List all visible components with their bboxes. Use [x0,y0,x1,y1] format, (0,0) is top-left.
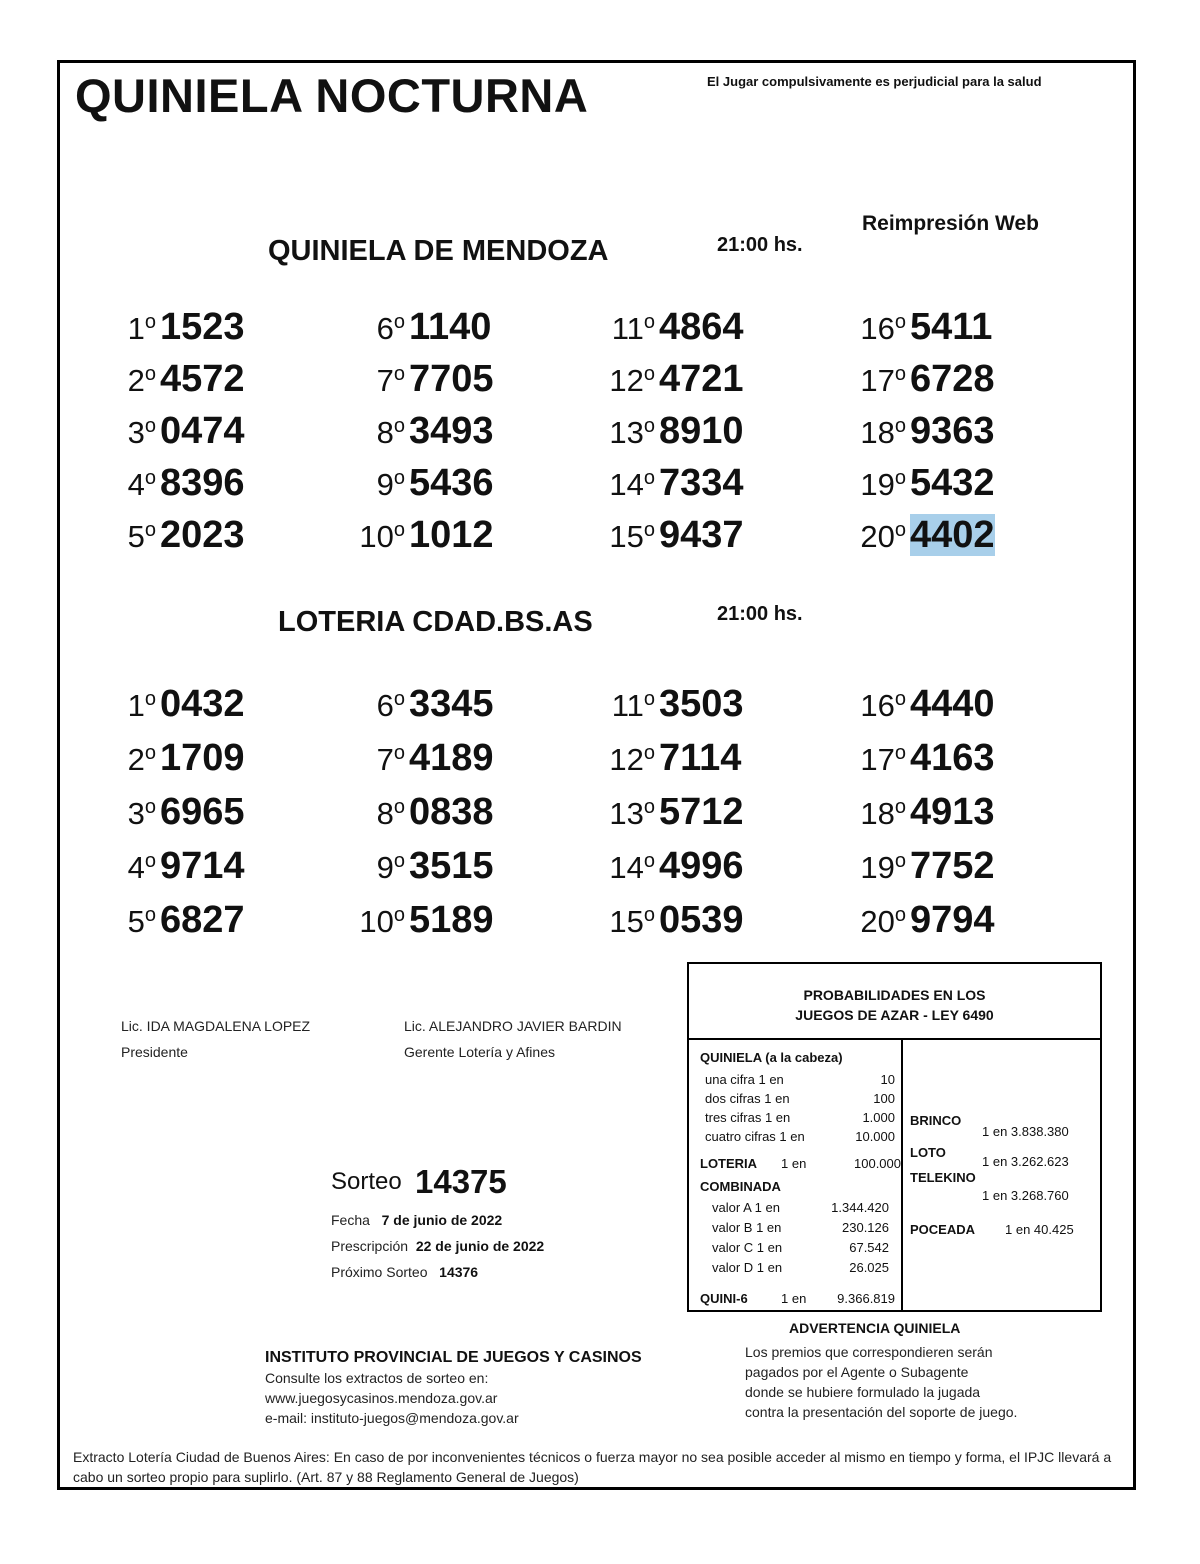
result-position: 12$^o$ [609,363,655,398]
advertencia-line4: contra la presentación del soporte de juego. [745,1404,1018,1420]
bsas-time: 21:00 hs. [717,603,803,625]
combinada-prob-row-label: valor A 1 en [712,1200,780,1215]
result-position: 2$^o$ [127,363,156,398]
result-number: 4402 [910,514,995,556]
advertencia-title: ADVERTENCIA QUINIELA [789,1320,961,1336]
result-position: 14$^o$ [609,467,655,502]
quiniela-prob-row-value: 10 [880,1072,895,1087]
result-position: 4$^o$ [127,467,156,502]
draw-date-value: 7 de junio de 2022 [381,1212,503,1228]
result-number: 0432 [160,683,245,725]
result-number: 2023 [160,514,245,556]
result-position: 19$^o$ [860,467,906,502]
probabilities-title-line1: PROBABILIDADES EN LOS [803,987,986,1003]
result-number: 8396 [160,462,245,504]
result-number: 7114 [659,737,742,779]
mendoza-result-15 [587,514,744,557]
combinada-prob-row-value: 67.542 [849,1240,889,1255]
advertencia-line1: Los premios que correspondieren serán [745,1344,993,1360]
result-number: 4189 [409,737,494,779]
result-position: 4$^o$ [127,850,156,885]
brinco-value: 1 en 3.838.380 [982,1124,1069,1139]
result-number: 4913 [910,791,995,833]
quini6-prob-value: 9.366.819 [837,1291,895,1306]
result-number: 9437 [659,514,744,556]
draw-next-value: 14376 [439,1264,479,1280]
result-position: 11$^o$ [611,311,655,346]
result-position: 2$^o$ [127,742,156,777]
bsas-title: LOTERIA CDAD.BS.AS [278,606,593,638]
bsas-result-16 [838,683,995,726]
combinada-prob-row-label: valor C 1 en [712,1240,783,1255]
result-position: 9$^o$ [376,467,405,502]
bsas-result-15 [587,899,744,942]
result-position: 19$^o$ [860,850,906,885]
result-number: 4996 [659,845,744,887]
result-position: 1$^o$ [127,688,156,723]
bsas-result-18 [838,791,995,834]
draw-prescription-value: 22 de junio de 2022 [415,1238,545,1254]
result-position: 6$^o$ [376,688,405,723]
health-warning: El Jugar compulsivamente es perjudicial para la salud [707,74,1042,89]
result-number: 7705 [409,358,494,400]
mendoza-result-8 [337,410,494,453]
result-position: 11$^o$ [611,688,655,723]
institute-email: e-mail: instituto-juegos@mendoza.gov.ar [265,1410,519,1426]
draw-prescription [331,1238,544,1254]
mendoza-result-1 [88,306,245,349]
signature-right [404,1013,622,1065]
result-position: 13$^o$ [609,796,655,831]
brinco-label: BRINCO [910,1113,962,1128]
combinada-prob-row-label: valor D 1 en [712,1260,783,1275]
mendoza-result-18 [838,410,995,453]
probabilities-title [689,964,1100,1040]
result-number: 5189 [409,899,494,941]
quiniela-prob-row-value: 100 [873,1091,895,1106]
quini6-prob-text: 1 en [781,1291,807,1306]
bsas-result-4 [88,845,245,888]
bsas-result-17 [838,737,995,780]
bsas-result-13 [587,791,744,834]
result-number: 9714 [160,845,245,887]
result-number: 0474 [160,410,245,452]
loteria-prob-label: LOTERIA [700,1156,758,1171]
mendoza-result-12 [587,358,744,401]
telekino-label: TELEKINO [910,1170,976,1185]
signature-left-role: Presidente [121,1044,188,1060]
loteria-prob-value: 100.000 [854,1156,901,1171]
mendoza-result-20 [838,514,995,557]
result-position: 15$^o$ [609,519,655,554]
bsas-result-10 [337,899,494,942]
combinada-prob-row-value: 26.025 [849,1260,889,1275]
bsas-result-6 [337,683,494,726]
mendoza-result-17 [838,358,995,401]
result-number: 3503 [659,683,744,725]
result-position: 17$^o$ [860,363,906,398]
result-number: 3493 [409,410,494,452]
probabilities-box [687,962,1102,1312]
result-number: 1709 [160,737,245,779]
result-number: 5411 [910,306,993,348]
institute-block [265,1348,642,1428]
result-position: 10$^o$ [359,904,405,939]
mendoza-result-16 [838,306,992,349]
mendoza-result-11 [587,306,744,349]
result-position: 5$^o$ [127,904,156,939]
result-number: 0838 [409,791,494,833]
result-position: 18$^o$ [860,796,906,831]
result-number: 9794 [910,899,995,941]
result-position: 13$^o$ [609,415,655,450]
quiniela-prob-title: QUINIELA (a la cabeza) [700,1050,843,1065]
mendoza-result-10 [337,514,494,557]
result-number: 4572 [160,358,245,400]
result-number: 6728 [910,358,995,400]
draw-next-label: Próximo Sorteo [331,1264,428,1280]
mendoza-result-3 [88,410,245,453]
draw-date [331,1212,502,1228]
signature-left-name: Lic. IDA MAGDALENA LOPEZ [121,1018,311,1034]
institute-website: www.juegosycasinos.mendoza.gov.ar [265,1390,498,1406]
loteria-prob-text: 1 en [781,1156,807,1171]
result-number: 4864 [659,306,744,348]
reprint-label: Reimpresión Web [862,212,1039,235]
draw-label: Sorteo [331,1168,402,1195]
advertencia-line2: pagados por el Agente o Subagente [745,1364,969,1380]
bsas-result-11 [587,683,744,726]
result-position: 15$^o$ [609,904,655,939]
result-number: 6965 [160,791,245,833]
quiniela-prob-row-label: una cifra 1 en [705,1072,784,1087]
result-position: 7$^o$ [376,363,405,398]
poceada-label: POCEADA [910,1222,976,1237]
mendoza-title: QUINIELA DE MENDOZA [268,235,609,267]
draw-next [331,1264,478,1280]
combinada-prob-title: COMBINADA [700,1179,781,1194]
signature-right-name: Lic. ALEJANDRO JAVIER BARDIN [404,1018,622,1034]
draw-prescription-label: Prescripción [331,1238,409,1254]
result-number: 5712 [659,791,744,833]
mendoza-result-6 [337,306,491,349]
footer-note: Extracto Lotería Ciudad de Buenos Aires: En caso de por inconvenientes técnicos o fuerza mayor no sea posible acceder al mismo en tiempo y forma, el IPJC llevará a cabo un sorteo propio para suplirlo. (Art. 87 y 88 Reglamento General de Juegos) [73,1449,1112,1485]
quiniela-prob-row-label: cuatro cifras 1 en [705,1129,805,1144]
result-position: 16$^o$ [860,688,906,723]
result-position: 6$^o$ [376,311,405,346]
bsas-result-14 [587,845,744,888]
mendoza-result-13 [587,410,744,453]
bsas-result-2 [88,737,245,780]
result-position: 8$^o$ [376,796,405,831]
institute-line1: Consulte los extractos de sorteo en: [265,1370,489,1386]
bsas-result-12 [587,737,741,780]
result-number: 1523 [160,306,245,348]
result-position: 7$^o$ [376,742,405,777]
loto-label: LOTO [910,1145,946,1160]
result-number: 8910 [659,410,744,452]
result-number: 4721 [659,358,744,400]
quini6-prob-label: QUINI-6 [700,1291,748,1306]
quiniela-prob-row-value: 1.000 [862,1110,895,1125]
result-position: 5$^o$ [127,519,156,554]
draw-date-label: Fecha [331,1212,370,1228]
result-number: 3345 [409,683,494,725]
result-position: 3$^o$ [127,415,156,450]
telekino-value: 1 en 3.268.760 [982,1188,1069,1203]
result-number: 3515 [409,845,494,887]
result-number: 1140 [409,306,492,348]
result-number: 5436 [409,462,494,504]
result-position: 3$^o$ [127,796,156,831]
mendoza-result-19 [838,462,995,505]
result-number: 1012 [409,514,494,556]
bsas-result-1 [88,683,245,726]
bsas-result-7 [337,737,494,780]
result-position: 10$^o$ [359,519,405,554]
institute-name: INSTITUTO PROVINCIAL DE JUEGOS Y CASINOS [265,1349,642,1366]
result-number: 7752 [910,845,995,887]
mendoza-time: 21:00 hs. [717,234,803,256]
result-position: 1$^o$ [127,311,156,346]
signature-right-role: Gerente Lotería y Afines [404,1044,555,1060]
result-number: 5432 [910,462,995,504]
result-position: 18$^o$ [860,415,906,450]
mendoza-result-4 [88,462,245,505]
signature-left [121,1013,310,1065]
probabilities-title-line2: JUEGOS DE AZAR - LEY 6490 [795,1007,994,1023]
result-number: 4440 [910,683,995,725]
result-number: 9363 [910,410,995,452]
bsas-result-9 [337,845,494,888]
combinada-prob-row-value: 230.126 [842,1220,889,1235]
bsas-result-5 [88,899,245,942]
mendoza-result-5 [88,514,245,557]
result-number: 0539 [659,899,744,941]
bsas-result-8 [337,791,494,834]
combinada-prob-row-label: valor B 1 en [712,1220,782,1235]
mendoza-result-2 [88,358,245,401]
probabilities-divider [901,1040,903,1310]
bsas-result-19 [838,845,995,888]
poceada-value: 1 en 40.425 [1005,1222,1074,1237]
mendoza-result-7 [337,358,494,401]
loto-value: 1 en 3.262.623 [982,1154,1069,1169]
mendoza-result-9 [337,462,494,505]
quiniela-prob-row-label: dos cifras 1 en [705,1091,790,1106]
result-position: 16$^o$ [860,311,906,346]
advertencia-line3: donde se hubiere formulado la jugada [745,1384,981,1400]
result-position: 12$^o$ [609,742,655,777]
result-position: 8$^o$ [376,415,405,450]
result-number: 6827 [160,899,245,941]
quiniela-prob-row-value: 10.000 [855,1129,895,1144]
mendoza-result-14 [587,462,744,505]
advertencia-body [745,1342,1017,1422]
bsas-result-20 [838,899,995,942]
result-position: 9$^o$ [376,850,405,885]
result-position: 17$^o$ [860,742,906,777]
result-position: 20$^o$ [860,904,906,939]
quiniela-prob-row-label: tres cifras 1 en [705,1110,791,1125]
result-number: 7334 [659,462,744,504]
draw-number: 14375 [415,1163,507,1200]
page-title: QUINIELA NOCTURNA [75,69,589,122]
result-position: 14$^o$ [609,850,655,885]
bsas-result-3 [88,791,245,834]
combinada-prob-row-value: 1.344.420 [831,1200,889,1215]
result-position: 20$^o$ [860,519,906,554]
result-number: 4163 [910,737,995,779]
